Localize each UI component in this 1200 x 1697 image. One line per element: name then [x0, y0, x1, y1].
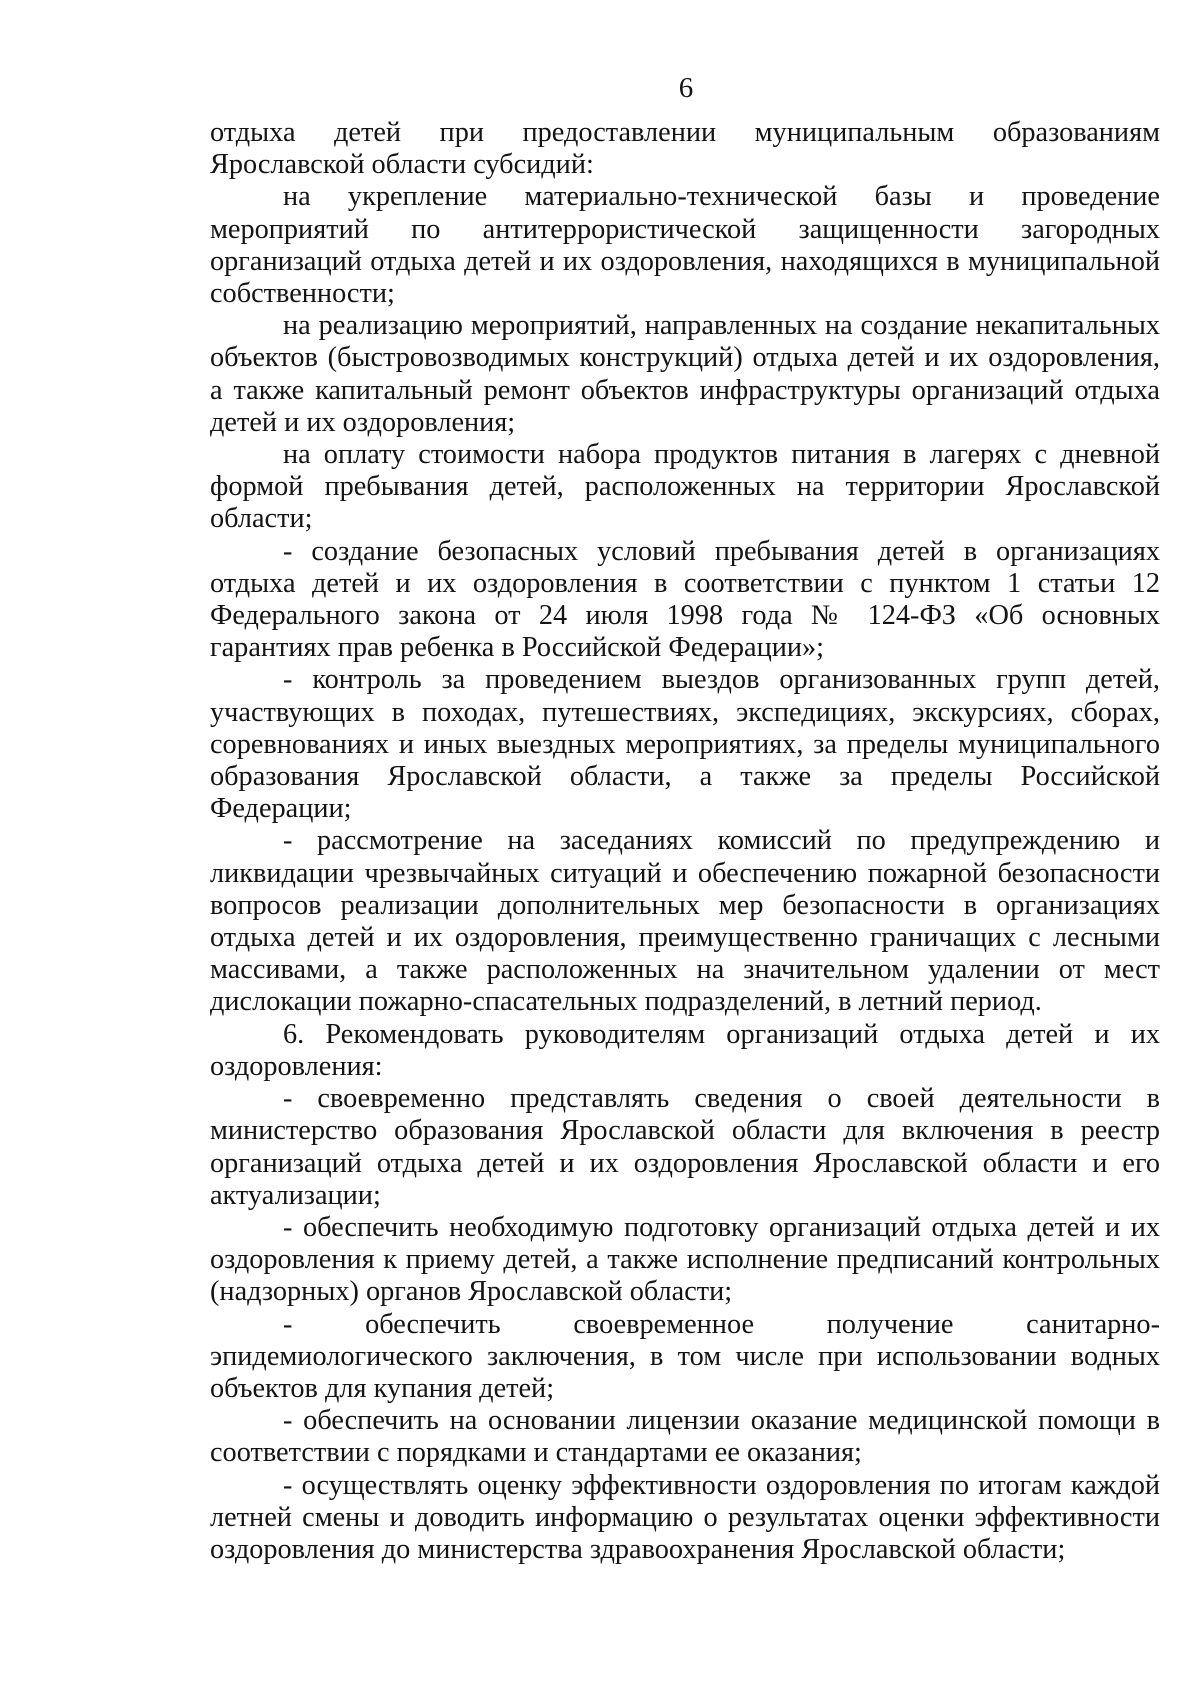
- paragraph-commission-review: - рассмотрение на заседаниях комиссий по предупреждению и ликвидации чрезвычайных ситуаций и обеспечению пожарной безопасности вопросов реализации дополнительных мер безопасности в организациях отдыха детей и их оздоровления, преимущественно граничащих с лесными массивами, а также расположенных на значительном удалении от мест дислокации пожарно-спасательных подразделений, в летний период.: [210, 825, 1160, 1018]
- paragraph-health-evaluation: - осуществлять оценку эффективности оздоровления по итогам каждой летней смены и доводить информацию о результатах оценки эффективности оздоровления до министерства здравоохранения Ярославской области;: [210, 1469, 1160, 1565]
- paragraph-subsidy-temporary-objects: на реализацию мероприятий, направленных на создание некапитальных объектов (быстровозводимых конструкций) отдыха детей и их оздоровления, а также капитальный ремонт объектов инфраструктуры организаций отдыха детей и их оздоровления;: [210, 310, 1160, 438]
- paragraph-sanitary-conclusion: - обеспечить своевременное получение санитарно-эпидемиологического заключения, в том числе при использовании водных объектов для купания детей;: [210, 1308, 1160, 1404]
- page-number: 6: [678, 72, 694, 104]
- paragraph-subsidy-material-base: на укрепление материально-технической базы и проведение мероприятий по антитеррористической защищенности загородных организаций отдыха детей и их оздоровления, находящихся в муниципальной собственности;: [210, 181, 1160, 310]
- paragraph-medical-care: - обеспечить на основании лицензии оказание медицинской помощи в соответствии с порядками и стандартами ее оказания;: [210, 1405, 1160, 1469]
- paragraph-registry-info: - своевременно представлять сведения о своей деятельности в министерство образования Ярославской области для включения в реестр организаций отдыха детей и их оздоровления Ярославской области и его актуализации;: [210, 1083, 1160, 1211]
- paragraph-subsidy-food: на оплату стоимости набора продуктов питания в лагерях с дневной формой пребывания детей, расположенных на территории Ярославской области;: [210, 439, 1160, 535]
- paragraph-continuation: отдыха детей при предоставлении муниципальным образованиям Ярославской области субсидий:: [210, 117, 1160, 181]
- paragraph-safe-conditions: - создание безопасных условий пребывания детей в организациях отдыха детей и их оздоровления в соответствии с пунктом 1 статьи 12 Федерального закона от 24 июля 1998 года № 124-ФЗ «Об основных гарантиях прав ребенка в Российской Федерации»;: [210, 535, 1160, 664]
- paragraph-section-6: 6. Рекомендовать руководителям организаций отдыха детей и их оздоровления:: [210, 1018, 1160, 1082]
- paragraph-preparation: - обеспечить необходимую подготовку организаций отдыха детей и их оздоровления к приему детей, а также исполнение предписаний контрольных (надзорных) органов Ярославской области;: [210, 1211, 1160, 1308]
- paragraph-trip-control: - контроль за проведением выездов организованных групп детей, участвующих в походах, путешествиях, экспедициях, экскурсиях, сборах, соревнованиях и иных выездных мероприятиях, за пределы муниципального образования Ярославской области, а также за пределы Российской Федерации;: [210, 664, 1160, 825]
- document-body: [210, 117, 1160, 1566]
